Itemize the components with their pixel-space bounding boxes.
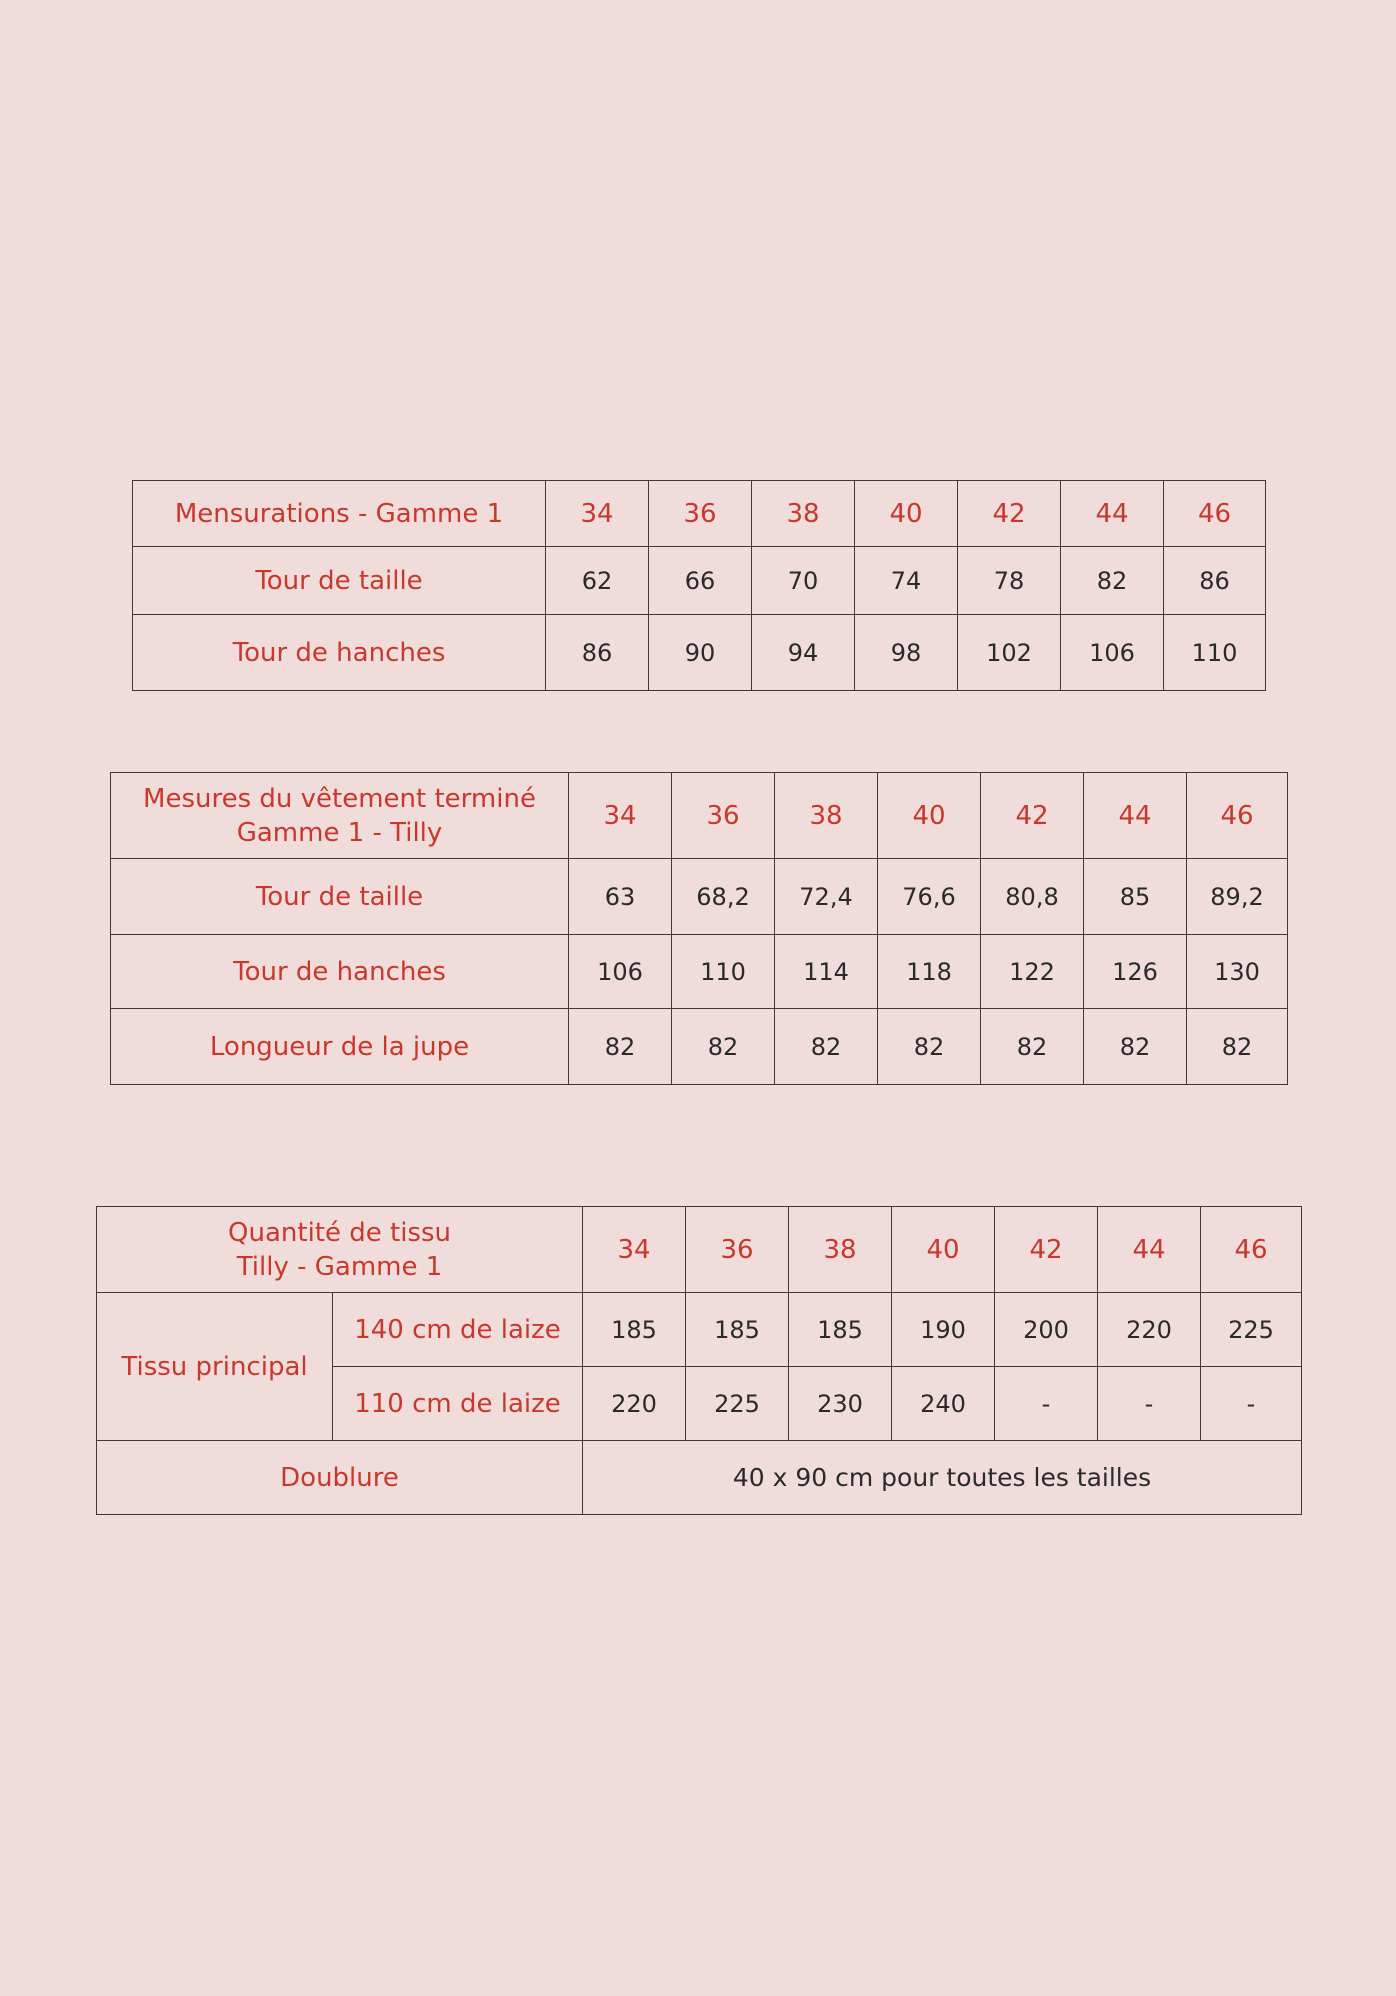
size-header: 34: [569, 773, 672, 859]
size-header: 44: [1098, 1207, 1201, 1293]
cell-value: 230: [789, 1367, 892, 1441]
body-measurements-table: [132, 480, 1266, 691]
cell-value: 72,4: [775, 859, 878, 935]
cell-value: 74: [855, 547, 958, 615]
cell-value: 106: [1061, 615, 1164, 691]
cell-value: 90: [649, 615, 752, 691]
row-label: Longueur de la jupe: [111, 1009, 569, 1085]
size-header: 42: [958, 481, 1061, 547]
table-title: [111, 773, 569, 859]
cell-value: 190: [892, 1293, 995, 1367]
cell-value: 122: [981, 935, 1084, 1009]
cell-value: 82: [672, 1009, 775, 1085]
size-header: 42: [995, 1207, 1098, 1293]
size-header: 38: [789, 1207, 892, 1293]
table-title-line: Quantité de tissu: [228, 1217, 451, 1248]
cell-value: 110: [1164, 615, 1266, 691]
size-header: 40: [855, 481, 958, 547]
cell-value: 106: [569, 935, 672, 1009]
cell-value: 110: [672, 935, 775, 1009]
cell-value: 185: [789, 1293, 892, 1367]
cell-value: -: [995, 1367, 1098, 1441]
cell-value: -: [1098, 1367, 1201, 1441]
cell-value: 130: [1187, 935, 1288, 1009]
cell-value: 82: [1061, 547, 1164, 615]
table-row: [111, 1009, 1288, 1085]
size-header: 34: [583, 1207, 686, 1293]
size-header: 38: [752, 481, 855, 547]
cell-value: 200: [995, 1293, 1098, 1367]
size-header: 44: [1061, 481, 1164, 547]
cell-value: 82: [878, 1009, 981, 1085]
cell-value: 220: [1098, 1293, 1201, 1367]
table-row: [111, 935, 1288, 1009]
size-header: 40: [878, 773, 981, 859]
row-label: 110 cm de laize: [333, 1367, 583, 1441]
size-header: 46: [1164, 481, 1266, 547]
size-header: 44: [1084, 773, 1187, 859]
cell-value: 86: [1164, 547, 1266, 615]
cell-value: 94: [752, 615, 855, 691]
table-header-row: [133, 481, 1266, 547]
row-label: Tour de hanches: [133, 615, 546, 691]
table-row: [133, 547, 1266, 615]
cell-value: 85: [1084, 859, 1187, 935]
size-header: 36: [672, 773, 775, 859]
cell-value: 82: [981, 1009, 1084, 1085]
size-header: 38: [775, 773, 878, 859]
cell-value: 225: [1201, 1293, 1302, 1367]
cell-value: 80,8: [981, 859, 1084, 935]
cell-value: 82: [569, 1009, 672, 1085]
table-header-row: [111, 773, 1288, 859]
cell-value: 185: [686, 1293, 789, 1367]
table-row: [97, 1293, 1302, 1367]
cell-value: 68,2: [672, 859, 775, 935]
cell-value: 70: [752, 547, 855, 615]
fabric-quantity-table: [96, 1206, 1302, 1515]
cell-value: 118: [878, 935, 981, 1009]
cell-value: 62: [546, 547, 649, 615]
cell-value: 185: [583, 1293, 686, 1367]
cell-value: 89,2: [1187, 859, 1288, 935]
cell-value: 86: [546, 615, 649, 691]
cell-value: 63: [569, 859, 672, 935]
table-title: Mensurations - Gamme 1: [133, 481, 546, 547]
size-header: 40: [892, 1207, 995, 1293]
size-header: 46: [1201, 1207, 1302, 1293]
cell-value: 220: [583, 1367, 686, 1441]
table-header-row: [97, 1207, 1302, 1293]
cell-value: 102: [958, 615, 1061, 691]
cell-value: -: [1201, 1367, 1302, 1441]
table-row: [97, 1441, 1302, 1515]
main-fabric-label: Tissu principal: [97, 1293, 333, 1441]
cell-value: 98: [855, 615, 958, 691]
lining-value: 40 x 90 cm pour toutes les tailles: [583, 1441, 1302, 1515]
cell-value: 126: [1084, 935, 1187, 1009]
cell-value: 78: [958, 547, 1061, 615]
table-title-line: Gamme 1 - Tilly: [236, 817, 443, 848]
cell-value: 76,6: [878, 859, 981, 935]
size-header: 36: [686, 1207, 789, 1293]
row-label: Tour de hanches: [111, 935, 569, 1009]
cell-value: 82: [1084, 1009, 1187, 1085]
table-row: [133, 615, 1266, 691]
cell-value: 240: [892, 1367, 995, 1441]
row-label: Tour de taille: [133, 547, 546, 615]
size-header: 46: [1187, 773, 1288, 859]
size-header: 36: [649, 481, 752, 547]
table-title-line: Mesures du vêtement terminé: [143, 783, 536, 814]
size-header: 42: [981, 773, 1084, 859]
row-label: Tour de taille: [111, 859, 569, 935]
table-row: [111, 859, 1288, 935]
size-header: 34: [546, 481, 649, 547]
cell-value: 66: [649, 547, 752, 615]
cell-value: 82: [1187, 1009, 1288, 1085]
cell-value: 225: [686, 1367, 789, 1441]
table-title: [97, 1207, 583, 1293]
finished-garment-table: [110, 772, 1288, 1085]
cell-value: 114: [775, 935, 878, 1009]
row-label: 140 cm de laize: [333, 1293, 583, 1367]
cell-value: 82: [775, 1009, 878, 1085]
table-title-line: Tilly - Gamme 1: [236, 1251, 443, 1282]
lining-label: Doublure: [97, 1441, 583, 1515]
